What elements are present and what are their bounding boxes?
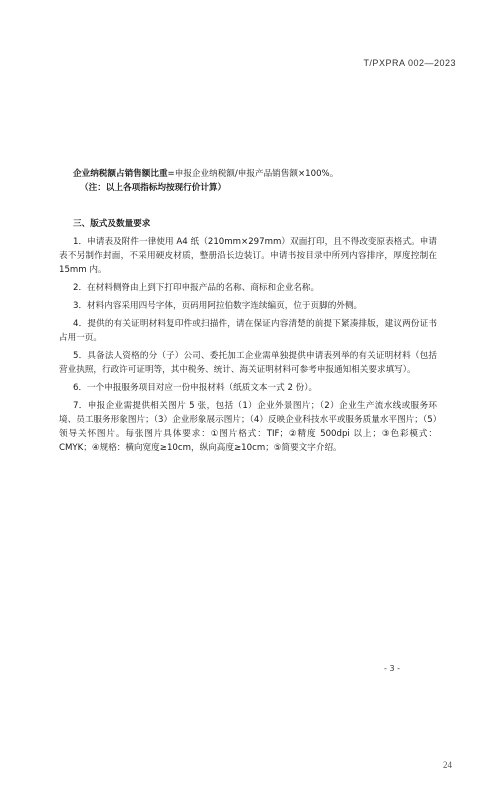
formula-note: （注：以上各项指标均按现行价计算） <box>80 183 227 193</box>
paragraph-4: 4．提供的有关证明材料复印件或扫描件，请在保证内容清楚的前提下紧凑排版，建议两份证书占用一页。 <box>59 319 437 343</box>
footer-page-number: 24 <box>443 760 452 770</box>
paragraph-1: 1．申请表及附件一律使用 A4 纸（210mm×297mm）双面打印，且不得改变原表格式。申请表不另制作封面，不采用硬皮材质，整册沿长边装订。申请书按目录中所列内容排序，厚度控制在 15mm 内。 <box>59 237 437 275</box>
formula-label: 企业纳税额占销售额比重 <box>73 169 168 179</box>
paragraph-5: 5．具备法人资格的分（子）公司、委托加工企业需单独提供申请表列举的有关证明材料（包括营业执照，行政许可证明等，其中税务、统计、海关证明材料可参考申报通知相关要求填写）。 <box>59 351 437 375</box>
section-format-requirements <box>59 217 437 459</box>
paragraph-6: 6．一个申报服务项目对应一份申报材料（纸质文本一式 2 份）。 <box>73 383 318 393</box>
formula-block <box>73 167 443 195</box>
document-code: T/PXPRA 002—2023 <box>363 58 456 68</box>
formula-line <box>73 167 443 181</box>
formula-expression: =申报企业纳税额/申报产品销售额×100%。 <box>167 169 339 179</box>
paragraph-2: 2．在材料侧脊由上到下打印申报产品的名称、商标和企业名称。 <box>73 283 320 293</box>
paragraph-3: 3．材料内容采用四号字体，页码用阿拉伯数字连续编页，位于页脚的外侧。 <box>73 301 363 311</box>
section-title: 三、版式及数量要求 <box>73 219 151 229</box>
paragraph-7: 7．申报企业需提供相关图片 5 张，包括（1）企业外景图片；（2）企业生产流水线或服务环境、员工服务形象图片；（3）企业形象展示图片；（4）反映企业科技水平或服务质量水平图片；（5）领导关怀图片。每张图片具体要求：①图片格式：TIF；②精度 500dpi 以上；③色彩模式：CMYK；④规格：横向宽度≥10cm，纵向高度≥10cm；⑤简要文字介绍。 <box>59 401 437 453</box>
page-number: - 3 - <box>384 664 400 673</box>
